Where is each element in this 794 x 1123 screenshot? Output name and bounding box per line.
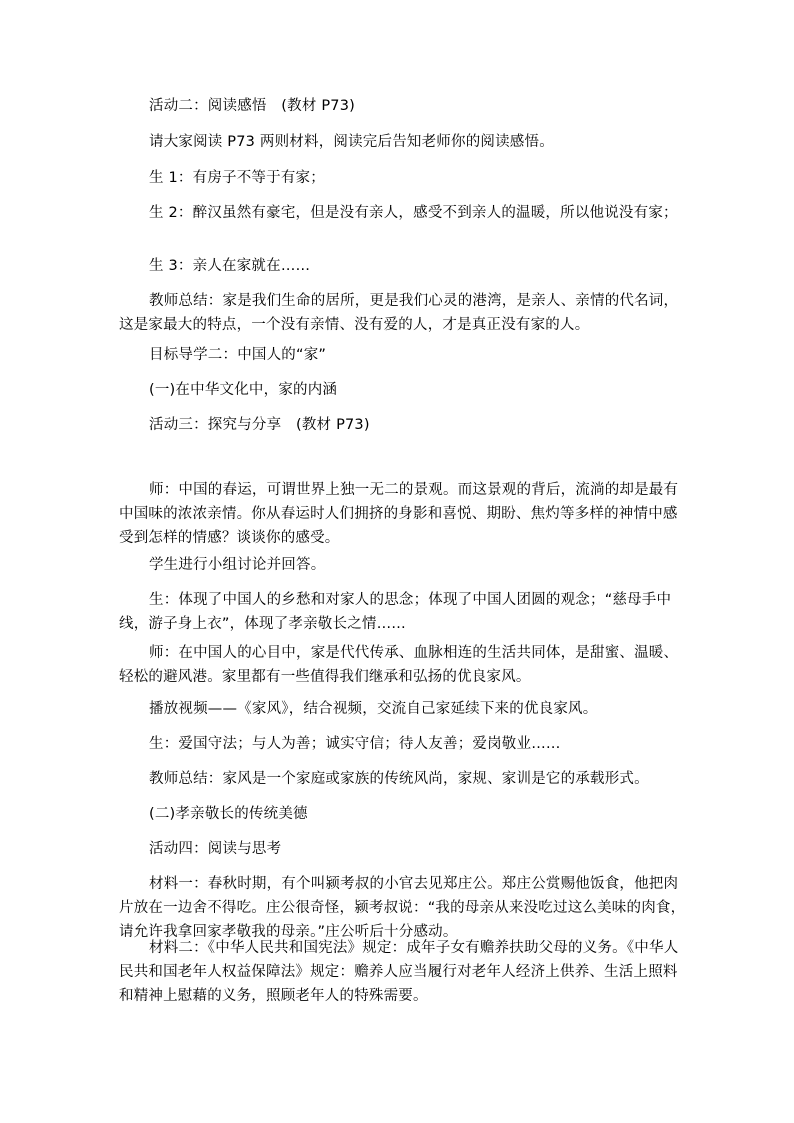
section-one-heading: (一)在中华文化中，家的内涵 [149,382,338,398]
material-two: 材料二：《中华人民共和国宪法》规定：成年子女有赡养扶助父母的义务。《中华人民共和国老年人权益保障法》规定：赡养人应当履行对老年人经济上供养、生活上照料和精神上慰藉的义务，照顾老年人的特殊需要。 [119,940,679,1004]
section-two-heading: (二)孝亲敬长的传统美德 [149,806,308,822]
teacher-spring-festival: 师：中国的春运，可谓世界上独一无二的景观。而这景观的背后，流淌的却是最有中国味的浓浓亲情。你从春运时人们拥挤的身影和喜悦、期盼、焦灼等多样的神情中感受到怎样的情感？谈谈你的感受。 [119,482,679,546]
group-discussion: 学生进行小组讨论并回答。 [149,557,326,573]
activity-three-heading: 活动三：探究与分享 (教材 P73) [149,417,370,433]
material-one: 材料一：春秋时期，有个叫颍考叔的小官去见郑庄公。郑庄公赏赐他饭食，他把肉片放在一边舍不得吃。庄公很奇怪，颍考叔说：“我的母亲从来没吃过这么美味的肉食，请允许我拿回家孝敬我的母亲。”庄公听后十分感动。 [119,876,686,940]
reading-instruction: 请大家阅读 P73 两则材料，阅读完后告知老师你的阅读感悟。 [149,134,554,150]
student-family-traditions: 生：爱国守法；与人为善；诚实守信；待人友善；爱岗敬业…… [149,736,561,752]
teacher-family-culture: 师：在中国人的心目中，家是代代传承、血脉相连的生活共同体，是甜蜜、温暖、轻松的避风港。家里都有一些值得我们继承和弘扬的优良家风。 [119,645,679,685]
student-feelings: 生：体现了中国人的乡愁和对家人的思念；体现了中国人团圆的观念；“慈母手中线，游子身上衣”，体现了孝亲敬长之情…… [119,592,672,632]
teacher-summary-1: 教师总结：家是我们生命的居所，更是我们心灵的港湾，是亲人、亲情的代名词，这是家最大的特点，一个没有亲情、没有爱的人，才是真正没有家的人。 [119,293,679,333]
activity-four-heading: 活动四：阅读与思考 [149,841,282,857]
goal-two-heading: 目标导学二：中国人的“家” [149,347,327,363]
activity-two-heading: 活动二：阅读感悟 (教材 P73) [149,98,356,114]
student-answer-3: 生 3：亲人在家就在…… [149,258,311,274]
student-answer-2: 生 2：醉汉虽然有豪宅，但是没有亲人，感受不到亲人的温暖，所以他说没有家； [149,205,678,221]
student-answer-1: 生 1：有房子不等于有家； [149,170,325,186]
teacher-summary-2: 教师总结：家风是一个家庭或家族的传统风尚，家规、家训是它的承载形式。 [149,771,649,787]
video-activity: 播放视频——《家风》，结合视频，交流自己家延续下来的优良家风。 [149,701,598,717]
